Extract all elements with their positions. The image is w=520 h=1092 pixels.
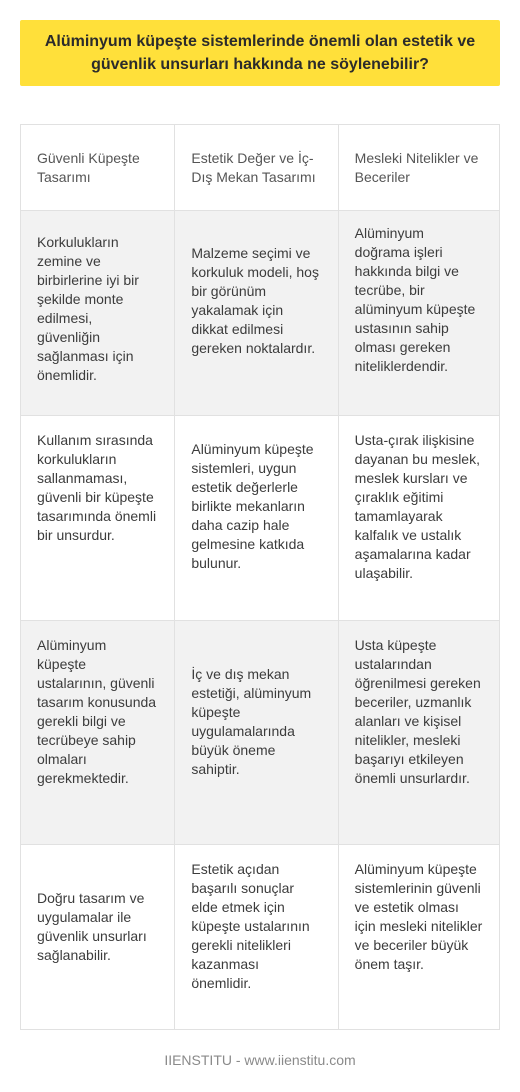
table-cell: Korkulukların zemine ve birbirlerine iyi bir şekilde monte edilmesi, güvenliğin sağlanması için önemlidir. (21, 211, 175, 415)
header-cell-aesthetic-value: Estetik Değer ve İç-Dış Mekan Tasarımı (175, 125, 338, 210)
question-banner (20, 20, 500, 86)
table-row (21, 211, 499, 416)
table-cell: Alüminyum doğrama işleri hakkında bilgi ve tecrübe, bir alüminyum küpeşte ustasının sahip olması gereken niteliklerdendir. (354, 225, 476, 374)
table-header-row (21, 125, 499, 211)
table-cell: Kullanım sırasında korkulukların sallanmaması, güvenli bir küpeşte tasarımında önemli bir unsurdur. (21, 416, 175, 620)
header-cell-secure-design: Güvenli Küpeşte Tasarımı (21, 125, 175, 210)
table-cell: İç ve dış mekan estetiği, alüminyum küpeşte uygulamalarında büyük öneme sahiptir. (175, 621, 338, 844)
table-cell: Usta küpeşte ustalarından öğrenilmesi gereken beceriler, uzmanlık alanları ve kişisel nitelikler, mesleki başarıyı etkileyen önemli unsurlardır. (354, 637, 481, 786)
table-cell: Estetik açıdan başarılı sonuçlar elde etmek için küpeşte ustalarının gerekli nitelikleri kazanması önemlidir. (175, 845, 338, 1029)
banner-title: Alüminyum küpeşte sistemlerinde önemli olan estetik ve güvenlik unsurları hakkında ne söylenebilir? (44, 33, 476, 73)
footer-credit: IIENSTITU - www.iienstitu.com (164, 1052, 356, 1068)
table-row (21, 845, 499, 1029)
table-cell: Usta-çırak ilişkisine dayanan bu meslek, meslek kursları ve çıraklık eğitimi tamamlayarak kalfalık ve ustalık aşamalarına kadar ulaşabilir. (354, 432, 480, 581)
table-cell: Alüminyum küpeşte sistemleri, uygun estetik değerlerle birlikte mekanların daha cazip hale gelmesine katkıda bulunur. (175, 416, 338, 620)
header-cell-professional-skills: Mesleki Nitelikler ve Beceriler (354, 149, 479, 185)
table-cell: Malzeme seçimi ve korkuluk modeli, hoş bir görünüm yakalamak için dikkat edilmesi gereken noktalardır. (175, 211, 338, 415)
table-row (21, 416, 499, 621)
table-row (21, 621, 499, 845)
table-cell: Alüminyum küpeşte ustalarının, güvenli tasarım konusunda gerekli bilgi ve tecrübeye sahip olmaları gerekmektedir. (21, 621, 175, 844)
comparison-table (20, 124, 500, 1030)
table-cell: Doğru tasarım ve uygulamalar ile güvenlik unsurları sağlanabilir. (21, 845, 175, 1029)
table-cell: Alüminyum küpeşte sistemlerinin güvenli ve estetik olması için mesleki nitelikler ve beceriler büyük önem taşır. (354, 861, 483, 972)
